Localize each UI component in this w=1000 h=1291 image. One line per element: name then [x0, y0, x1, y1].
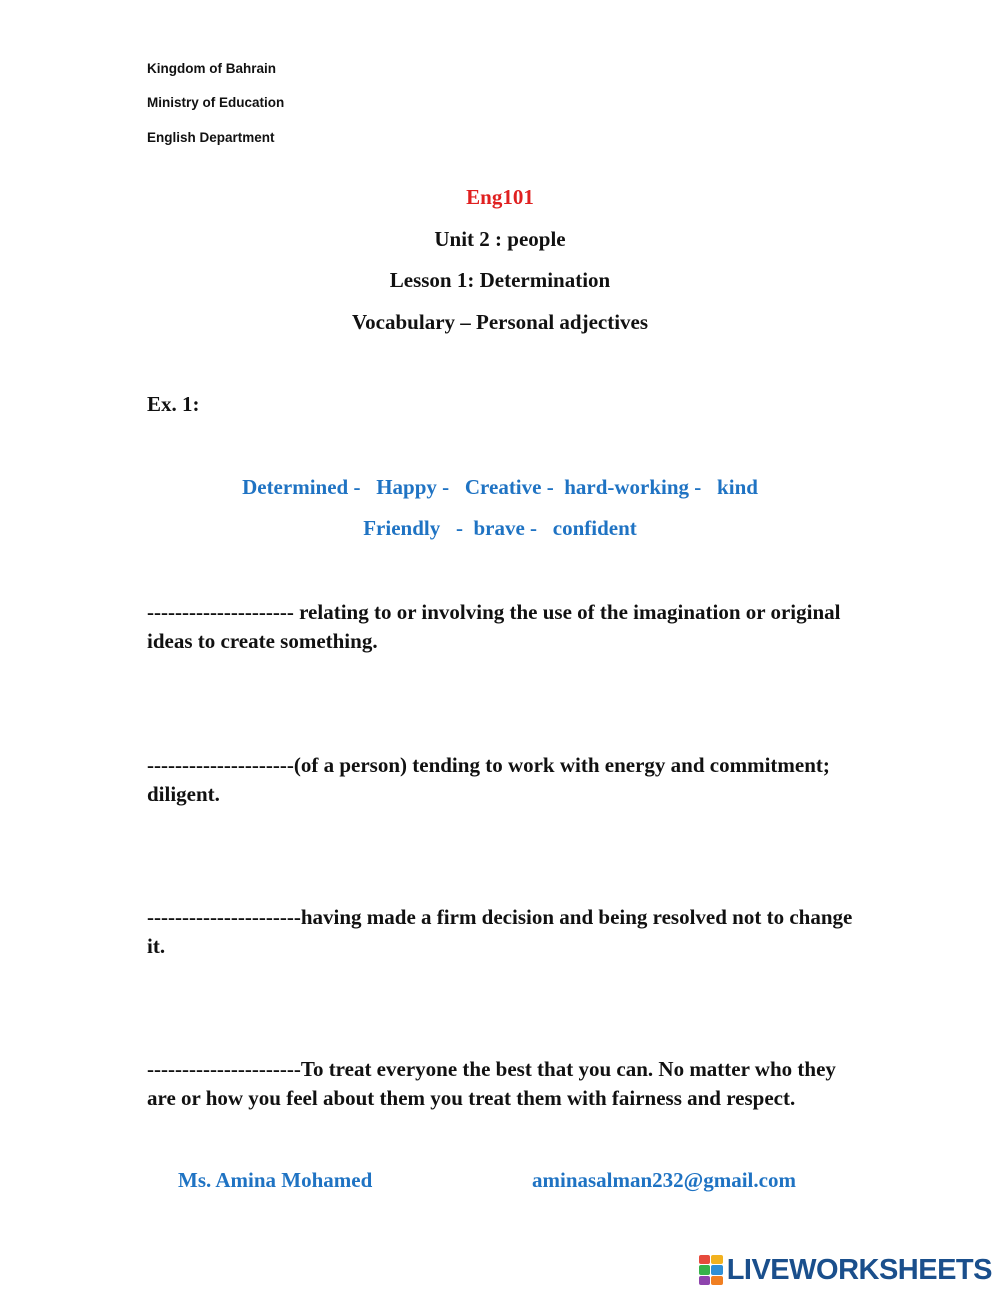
header-department: English Department — [147, 130, 275, 145]
definition-1: relating to or involving the use of the imagination or original ideas to create something. — [147, 600, 841, 653]
exercise-label: Ex. 1: — [147, 392, 200, 416]
word-bank-line-2: Friendly - brave - confident — [363, 516, 637, 540]
header-ministry: Ministry of Education — [147, 95, 285, 110]
answer-blank-1[interactable]: --------------------- — [147, 600, 300, 624]
definition-4: To treat everyone the best that you can. No matter who they are or how you feel about them you treat them with fairness and respect. — [147, 1057, 836, 1110]
definition-2: (of a person) tending to work with energy and commitment; diligent. — [147, 753, 830, 806]
word-bank-line-1: Determined - Happy - Creative - hard-working - kind — [242, 475, 758, 499]
unit-title: Unit 2 : people — [434, 227, 566, 251]
teacher-name: Ms. Amina Mohamed — [178, 1168, 373, 1192]
answer-blank-4[interactable]: ---------------------- — [147, 1057, 301, 1081]
exercise-item-1 — [147, 598, 867, 655]
course-code: Eng101 — [466, 185, 534, 209]
header-kingdom: Kingdom of Bahrain — [147, 61, 276, 76]
answer-blank-2[interactable]: --------------------- — [147, 753, 294, 777]
exercise-item-2 — [147, 751, 867, 808]
exercise-item-3 — [147, 903, 867, 960]
lesson-title: Lesson 1: Determination — [389, 268, 611, 292]
exercise-item-4 — [147, 1055, 837, 1112]
liveworksheets-wordmark: LIVEWORKSHEETS — [726, 1253, 992, 1286]
topic-title: Vocabulary – Personal adjectives — [351, 310, 649, 334]
liveworksheets-logo-icon — [699, 1255, 723, 1285]
answer-blank-3[interactable]: ---------------------- — [147, 905, 301, 929]
teacher-email[interactable]: aminasalman232@gmail.com — [532, 1168, 796, 1192]
definition-3: having made a firm decision and being resolved not to change it. — [147, 905, 853, 958]
liveworksheets-watermark — [699, 1252, 992, 1288]
